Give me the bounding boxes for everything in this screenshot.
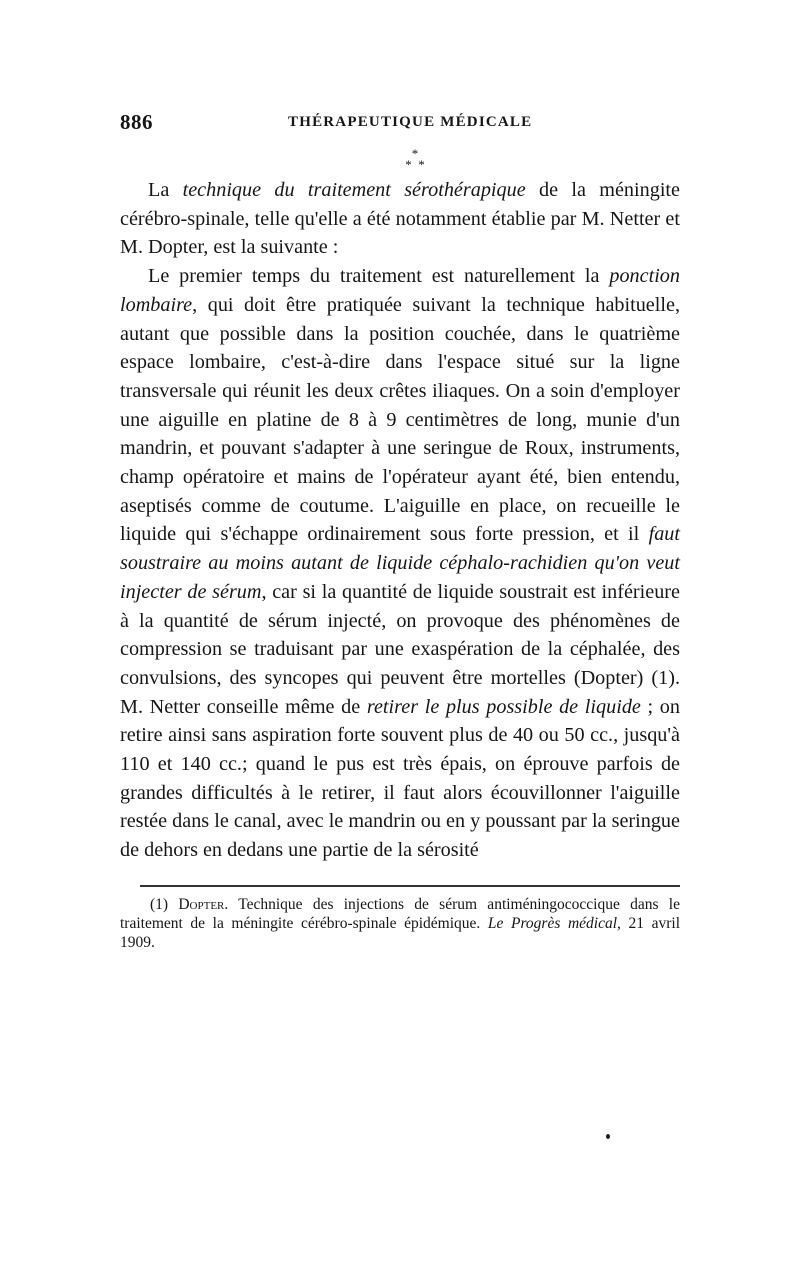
text-run: , qui doit être pratiquée suivant la technique habituelle, autant que possible dans la position couchée, dans le quatrième espace lombaire, c'est-à-dire dans l'espace situé sur la ligne transversale qui réunit les deux crêtes iliaques. On a soin d'employer une aiguille en platine de 8 à 9 centimètres de long, munie d'un mandrin, et pouvant s'adapter à une seringue de Roux, instruments, champ opératoire et mains de l'opérateur ayant été, bien entendu, aseptisés comme de coutume. L'aiguille en place, on recueille le liquide qui s'échappe ordinairement sous forte pression, et il xyxy=(120,293,680,546)
footnote-date: , 21 avril 1909. xyxy=(120,914,680,951)
italic-run: ponction lombaire xyxy=(120,265,680,316)
footnote-author: Dopter. xyxy=(178,895,229,913)
body-text xyxy=(120,176,680,865)
ink-speck xyxy=(606,1134,610,1139)
paragraph-2 xyxy=(120,262,680,865)
text-run: ; on retire ainsi sans aspiration forte souvent plus de 40 ou 50 cc., jusqu'à 110 et 140 cc.; quand le pus est très épais, on éprouve parfois de grandes difficultés à le retirer, il faut alors écouvillonner l'aiguille restée dans le canal, avec le mandrin ou en y poussant par la seringue de dehors en dedans une partie de la sérosité xyxy=(120,695,680,862)
text-run: , car si la quantité de liquide soustrait est inférieure à la quantité de sérum injecté, on provoque des phénomènes de compression se traduisant par une exaspération de la céphalée, des convulsions, des syncopes qui peuvent être mortelles (Dopter) (1). M. Netter conseille même de xyxy=(120,580,680,718)
paragraph-1 xyxy=(120,176,680,262)
footnote-journal: Le Progrès médical xyxy=(487,914,618,932)
footnote-marker: (1) xyxy=(150,895,179,913)
running-title: THÉRAPEUTIQUE MÉDICALE xyxy=(288,114,533,130)
book-page xyxy=(120,110,680,967)
page-number: 886 xyxy=(120,110,153,134)
italic-run: faut soustraire au moins autant de liquide céphalo-rachidien qu'on veut injecter de sérum xyxy=(120,523,680,603)
italic-run: technique du traitement sérothérapique xyxy=(182,179,526,201)
running-head xyxy=(120,110,680,144)
asterism-bottom: * * xyxy=(405,157,425,172)
text-run: de la méningite cérébro-spinale, telle qu'elle a été notamment établie par M. Netter et M. Dopter, est la suivante : xyxy=(120,179,680,259)
asterism-top: * xyxy=(411,146,419,161)
footnote-text: Technique des injections de sérum antiméningococcique dans le traitement de la méningite cérébro-spinale épidémique. xyxy=(120,895,680,932)
italic-run: retirer le plus possible de liquide xyxy=(366,695,641,718)
text-run: La xyxy=(148,179,183,201)
footnote-separator xyxy=(140,885,680,887)
footnote xyxy=(120,895,680,952)
text-run: Le premier temps du traitement est naturellement la xyxy=(148,265,610,288)
asterism-ornament xyxy=(120,148,680,170)
